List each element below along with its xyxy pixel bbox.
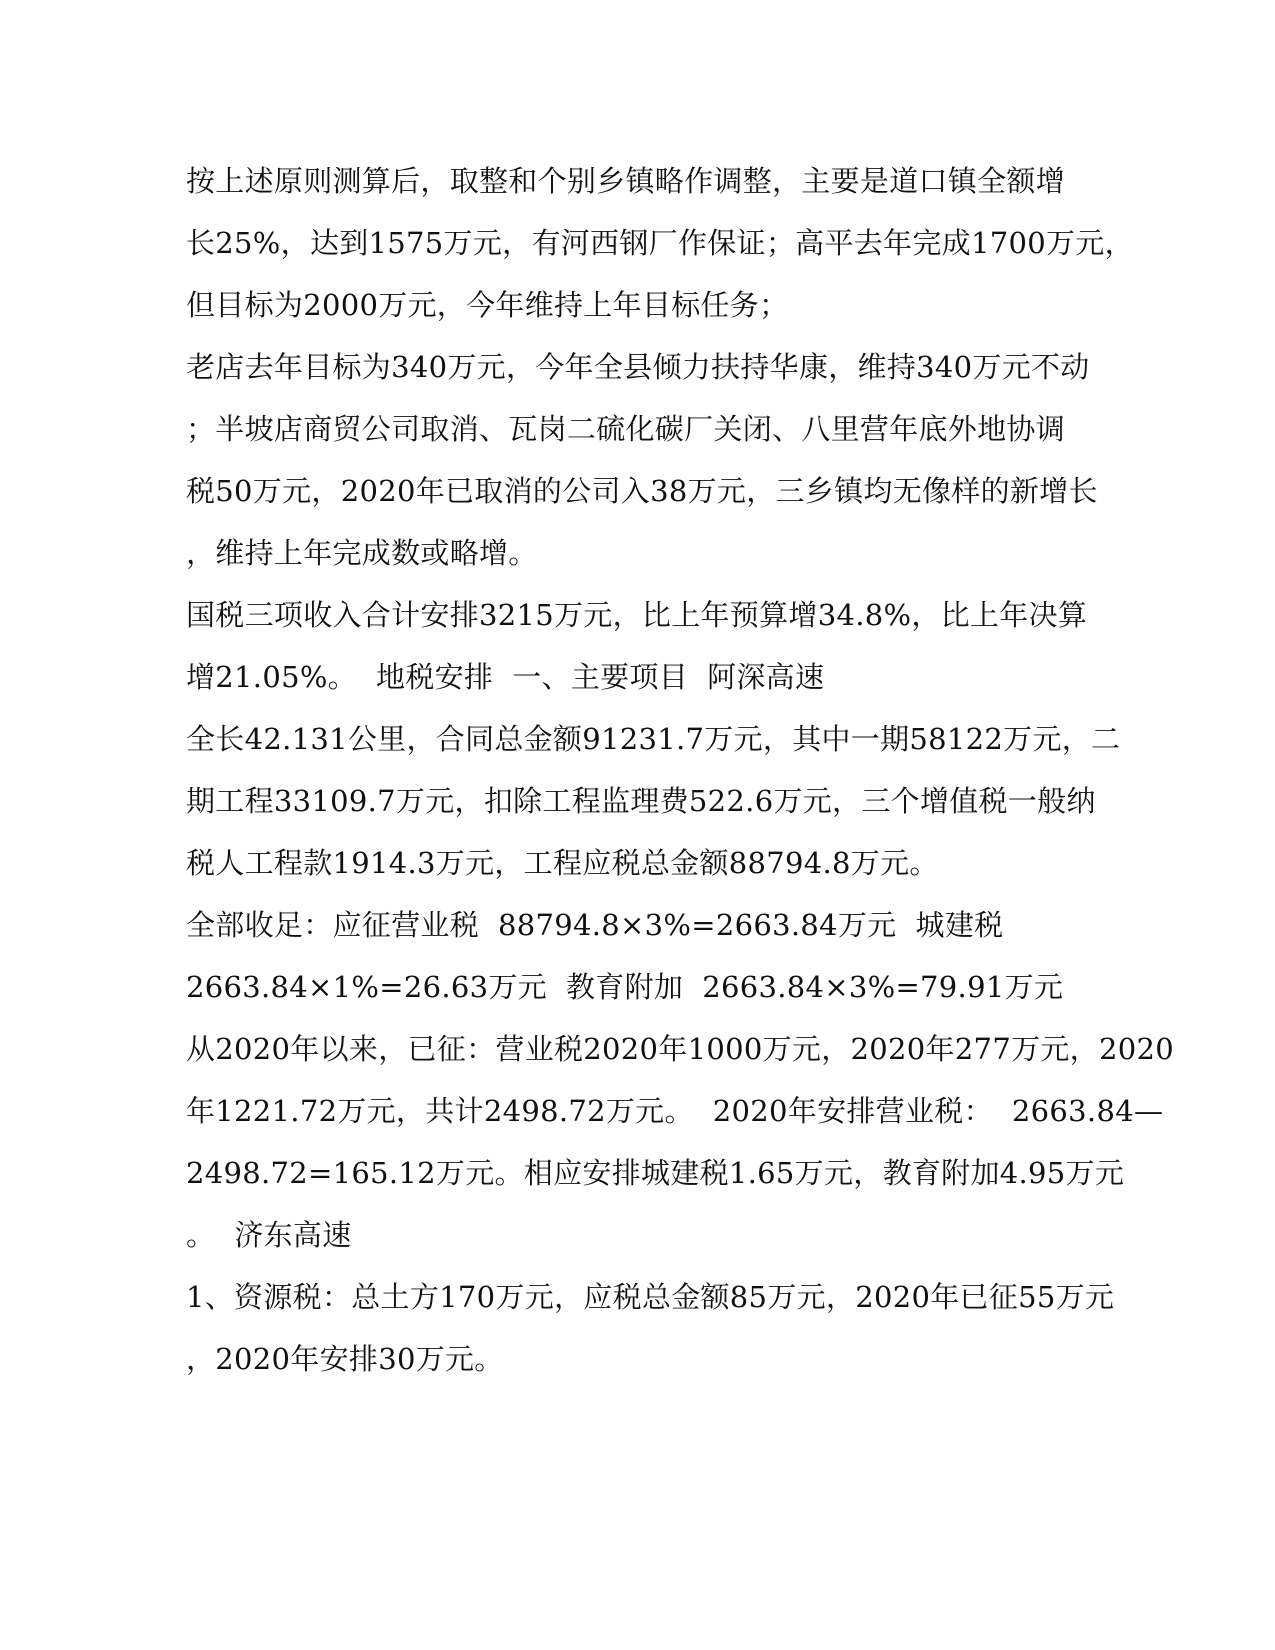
text-line: 。 济东高速	[186, 1218, 352, 1252]
text-line: 从2020年以来，已征：营业税2020年1000万元，2020年277万元，2020	[186, 1032, 1174, 1066]
text-line: 长25%，达到1575万元，有河西钢厂作保证；高平去年完成1700万元，	[186, 226, 1134, 260]
text-line: 按上述原则测算后，取整和个别乡镇略作调整，主要是道口镇全额增	[186, 164, 1066, 198]
text-line: ，2020年安排30万元。	[186, 1342, 504, 1376]
text-line: 老店去年目标为340万元，今年全县倾力扶持华康，维持340万元不动	[186, 350, 1090, 384]
text-line: 税50万元，2020年已取消的公司入38万元，三乡镇均无像样的新增长	[186, 474, 1098, 508]
text-line: 国税三项收入合计安排3215万元，比上年预算增34.8%，比上年决算	[186, 598, 1088, 632]
text-line: 增21.05%。 地税安排 一、主要项目 阿深高速	[186, 660, 825, 694]
text-line: 但目标为2000万元，今年维持上年目标任务；	[186, 288, 789, 322]
text-line: 期工程33109.7万元，扣除工程监理费522.6万元，三个增值税一般纳	[186, 784, 1096, 818]
text-line: 全部收足：应征营业税 88794.8×3%=2663.84万元 城建税	[186, 908, 1004, 942]
text-line: 2498.72=165.12万元。相应安排城建税1.65万元，教育附加4.95万元	[186, 1156, 1125, 1190]
text-line: ，维持上年完成数或略增。	[186, 536, 538, 570]
text-line: 年1221.72万元，共计2498.72万元。 2020年安排营业税： 2663.84—	[186, 1094, 1164, 1128]
text-line: ；半坡店商贸公司取消、瓦岗二硫化碳厂关闭、八里营年底外地协调	[186, 412, 1066, 446]
text-line: 1、资源税：总土方170万元，应税总金额85万元，2020年已征55万元	[186, 1280, 1115, 1314]
text-line: 2663.84×1%=26.63万元 教育附加 2663.84×3%=79.91万元	[186, 970, 1064, 1004]
text-line: 全长42.131公里，合同总金额91231.7万元，其中一期58122万元，二	[186, 722, 1121, 756]
document-body	[186, 150, 1174, 1390]
text-line: 税人工程款1914.3万元，工程应税总金额88794.8万元。	[186, 846, 939, 880]
